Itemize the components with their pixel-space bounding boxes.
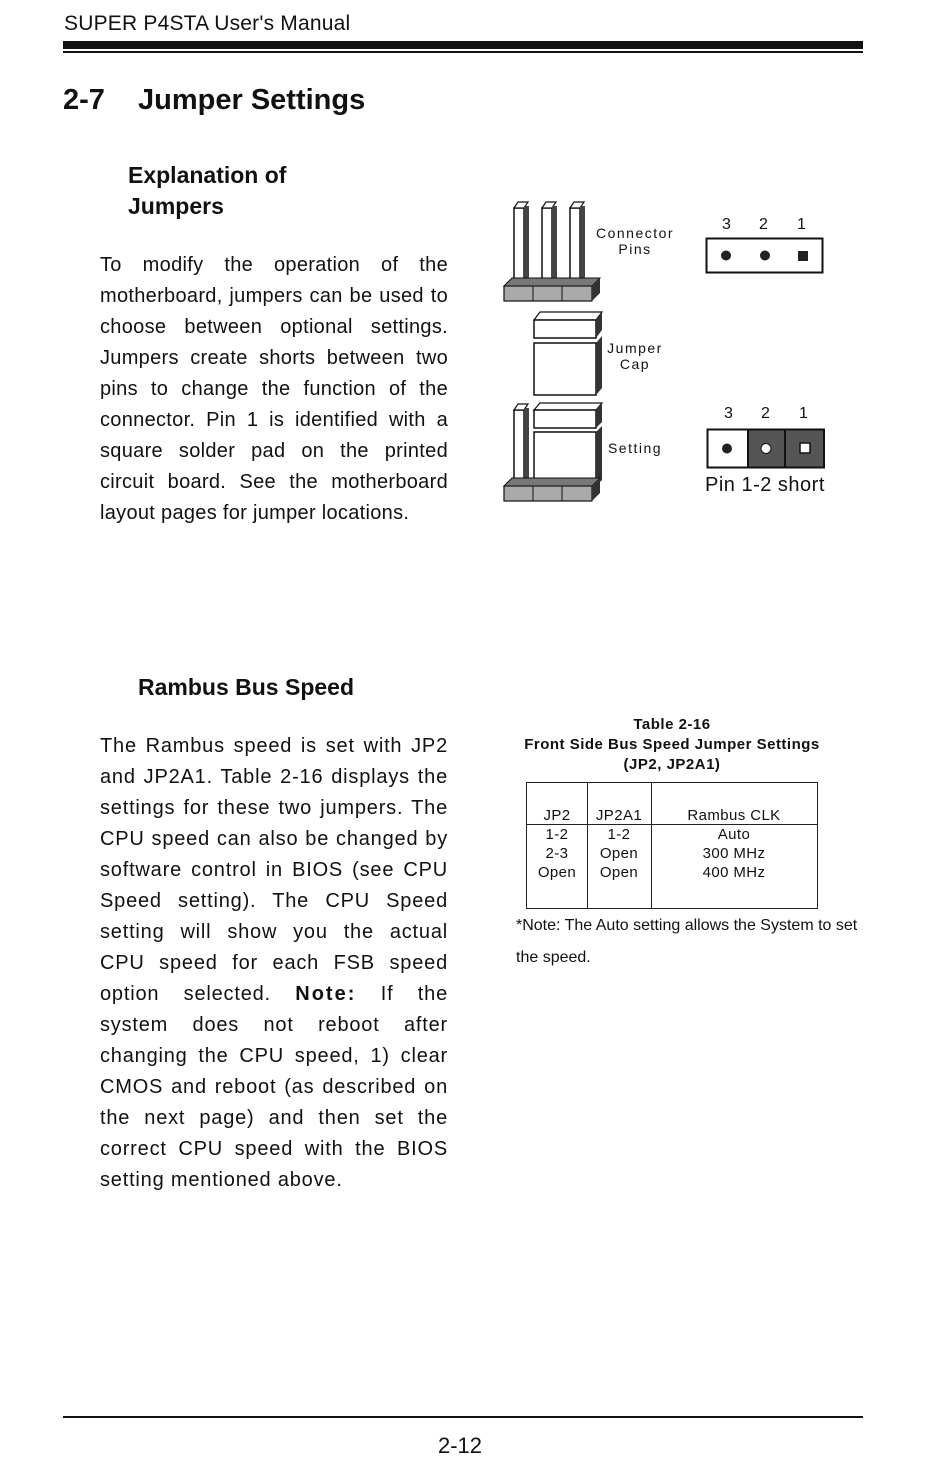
table-header-rambus-clk: Rambus CLK xyxy=(687,807,781,824)
pin-short-label: Pin 1-2 short xyxy=(705,474,825,496)
jumpers-heading-line1: Explanation of xyxy=(128,162,287,188)
section-number: 2-7 xyxy=(63,84,105,116)
header-rule-thick xyxy=(63,41,863,49)
jumpers-heading-line2: Jumpers xyxy=(128,193,224,219)
table-row xyxy=(527,864,817,883)
pin-header-shorted xyxy=(706,428,826,470)
jumper-illustration xyxy=(500,198,610,508)
jumper-cap-drawing xyxy=(534,312,602,395)
pin2-number-bottom: 2 xyxy=(761,405,770,422)
pin1-number-bottom: 1 xyxy=(799,405,808,422)
table-cell: Open xyxy=(537,864,577,881)
table-cell: 300 MHz xyxy=(702,845,766,862)
section-title-text: Jumper Settings xyxy=(138,84,366,116)
pin2-number-top: 2 xyxy=(759,216,768,233)
setting-label: Setting xyxy=(607,440,663,456)
pin-header-open xyxy=(705,237,825,275)
table-header-jp2a1: JP2A1 xyxy=(595,807,643,824)
table-cell: Open xyxy=(599,864,639,881)
rambus-paragraph-text: The Rambus speed is set with JP2 and JP2A1. Table 2-16 displays the settings for these two jumpers. The CPU speed can also be changed by software control in BIOS (see CPU Speed setting). The CPU Speed setting will show you the actual CPU speed for each FSB speed option selected. xyxy=(100,735,448,1005)
pin1-number-top: 1 xyxy=(797,216,806,233)
jumper-cap-label-line2: Cap xyxy=(619,356,651,372)
header-rule-thin xyxy=(63,51,863,53)
table-header-rule xyxy=(527,824,817,825)
setting-drawing xyxy=(504,403,602,501)
section-title xyxy=(63,84,365,117)
page-number: 2-12 xyxy=(438,1433,483,1458)
pin3-number-bottom: 3 xyxy=(724,405,733,422)
footer-rule xyxy=(63,1416,863,1418)
table-cell: 1-2 xyxy=(607,826,631,843)
jumper-cap-label-line1: Jumper xyxy=(607,340,663,356)
note-text: If the system does not reboot after changing the CPU speed, 1) clear CMOS and reboot (as described on the next page) and then set the correct CPU speed with the BIOS setting mentioned above. xyxy=(100,983,448,1191)
pin3-number-top: 3 xyxy=(722,216,731,233)
rambus-heading: Rambus Bus Speed xyxy=(138,674,354,700)
connector-label-line1: Connector xyxy=(596,225,675,241)
rambus-paragraph xyxy=(100,731,448,1196)
jumpers-paragraph: To modify the operation of the motherboard, jumpers can be used to choose between optional settings. Jumpers create shorts between two pins to change the function of the connector. Pin 1 is identified with a square solder pad on the printed circuit board. See the motherboard layout pages for jumper locations. xyxy=(100,254,448,524)
jumper-cap-label xyxy=(600,340,670,372)
table-cell: Open xyxy=(599,845,639,862)
note-label: Note: xyxy=(295,983,357,1005)
table-header-jp2: JP2 xyxy=(543,807,571,824)
table-cell: 1-2 xyxy=(545,826,569,843)
table-cell: 400 MHz xyxy=(702,864,766,881)
table-cell: 2-3 xyxy=(545,845,569,862)
jumpers-heading xyxy=(128,160,348,222)
connector-pins-drawing xyxy=(504,202,600,301)
connector-label-line2: Pins xyxy=(618,241,652,257)
connector-pins-label xyxy=(596,225,674,257)
table-caption-jumpers: (JP2, JP2A1) xyxy=(623,756,721,773)
table-caption-number: Table 2-16 xyxy=(633,716,711,733)
table-caption-title: Front Side Bus Speed Jumper Settings xyxy=(524,736,820,753)
table-footnote: *Note: The Auto setting allows the System to set the speed. xyxy=(516,917,858,966)
table-row xyxy=(527,826,817,845)
table-cell: Auto xyxy=(717,826,751,843)
header-title: SUPER P4STA User's Manual xyxy=(64,12,351,35)
table-row xyxy=(527,845,817,864)
jumper-settings-table xyxy=(526,782,818,909)
